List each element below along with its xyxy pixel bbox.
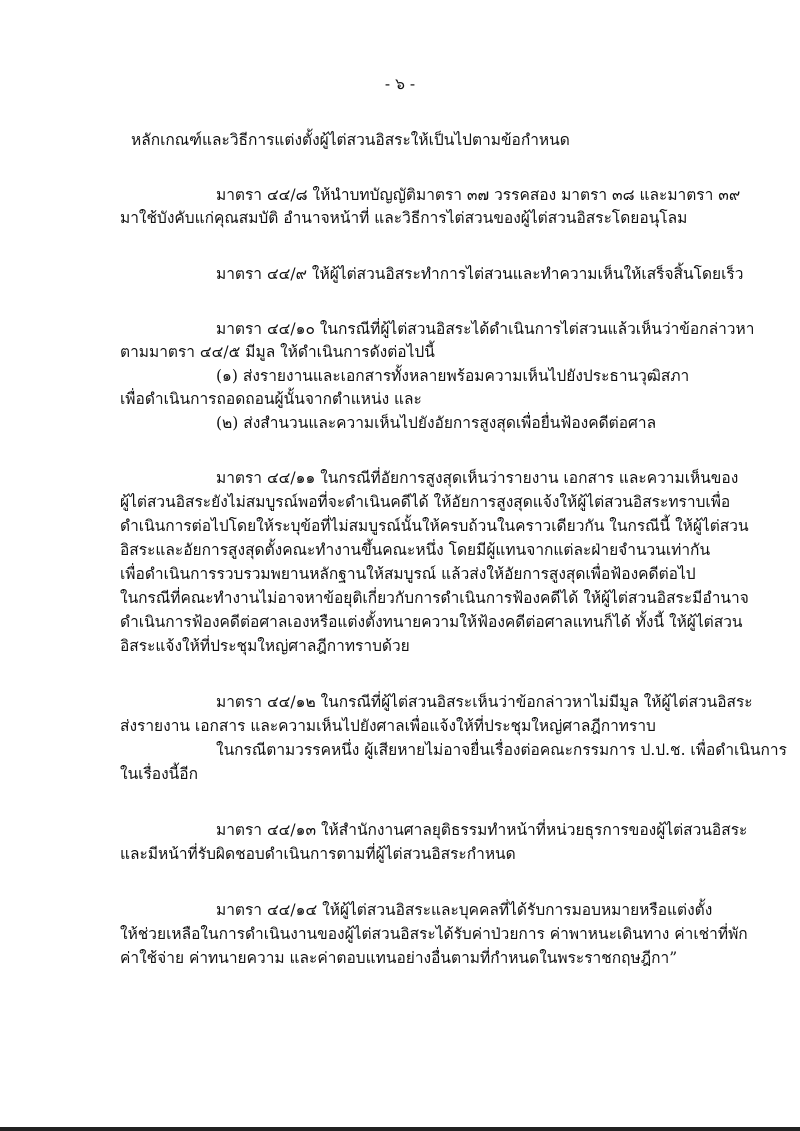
text-line: มาใช้บังคับแก่คุณสมบัติ อำนาจหน้าที่ และวิธีการไต่สวนของผู้ไต่สวนอิสระโดยอนุโลม [120,209,688,227]
section-heading-44-11: มาตรา ๔๔/๑๑ ในกรณีที่อัยการสูงสุดเห็นว่ารายงาน เอกสาร และความเห็นของ [216,469,739,487]
list-item-1: (๑) ส่งรายงานและเอกสารทั้งหลายพร้อมความเห็นไปยังประธานวุฒิสภา [216,367,690,385]
list-item-2: (๒) ส่งสำนวนและความเห็นไปยังอัยการสูงสุดเพื่อยื่นฟ้องคดีต่อศาล [216,414,657,432]
page-number: - ๖ - [384,75,416,93]
text-line: ส่งรายงาน เอกสาร และความเห็นไปยังศาลเพื่อแจ้งให้ที่ประชุมใหญ่ศาลฎีกาทราบ [120,717,656,735]
text-line: ดำเนินการฟ้องคดีต่อศาลเองหรือแต่งตั้งทนายความให้ฟ้องคดีต่อศาลแทนก็ได้ ทั้งนี้ ให้ผู้ไต่สวน [120,613,743,631]
section-heading-44-10: มาตรา ๔๔/๑๐ ในกรณีที่ผู้ไต่สวนอิสระได้ดำเนินการไต่สวนแล้วเห็นว่าข้อกล่าวหา [216,320,755,338]
page-bottom-border [0,1127,800,1131]
text-line: ในกรณีตามวรรคหนึ่ง ผู้เสียหายไม่อาจยื่นเรื่องต่อคณะกรรมการ ป.ป.ช. เพื่อดำเนินการ [216,741,787,759]
section-heading-44-8: มาตรา ๔๔/๘ ให้นำบทบัญญัติมาตรา ๓๗ วรรคสอง มาตรา ๓๘ และมาตรา ๓๙ [216,186,741,204]
section-heading-44-9: มาตรา ๔๔/๙ ให้ผู้ไต่สวนอิสระทำการไต่สวนและทำความเห็นให้เสร็จสิ้นโดยเร็ว [216,265,744,283]
text-line: ดำเนินการต่อไปโดยให้ระบุข้อที่ไม่สมบูรณ์นั้นให้ครบถ้วนในคราวเดียวกัน ในกรณีนี้ ให้ผู้ไต่สวน [120,517,749,535]
text-line: เพื่อดำเนินการถอดถอนผู้นั้นจากตำแหน่ง และ [120,390,422,408]
text-line: อิสระแจ้งให้ที่ประชุมใหญ่ศาลฎีกาทราบด้วย [120,637,410,655]
text-line: เพื่อดำเนินการรวบรวมพยานหลักฐานให้สมบูรณ์ แล้วส่งให้อัยการสูงสุดเพื่อฟ้องคดีต่อไป [120,565,696,583]
text-line: และมีหน้าที่รับผิดชอบดำเนินการตามที่ผู้ไต่สวนอิสระกำหนด [120,845,516,863]
section-heading-44-13: มาตรา ๔๔/๑๓ ให้สำนักงานศาลยุติธรรมทำหน้าที่หน่วยธุรการของผู้ไต่สวนอิสระ [216,821,748,839]
text-line: ค่าใช้จ่าย ค่าทนายความ และค่าตอบแทนอย่างอื่นตามที่กำหนดในพระราชกฤษฎีกา” [120,949,678,967]
section-heading-44-14: มาตรา ๔๔/๑๔ ให้ผู้ไต่สวนอิสระและบุคคลที่ได้รับการมอบหมายหรือแต่งตั้ง [216,901,713,919]
text-line: หลักเกณฑ์และวิธีการแต่งตั้งผู้ไต่สวนอิสระให้เป็นไปตามข้อกำหนด [131,131,570,149]
section-heading-44-12: มาตรา ๔๔/๑๒ ในกรณีที่ผู้ไต่สวนอิสระเห็นว่าข้อกล่าวหาไม่มีมูล ให้ผู้ไต่สวนอิสระ [216,693,753,711]
text-line: ให้ช่วยเหลือในการดำเนินงานของผู้ไต่สวนอิสระได้รับค่าป่วยการ ค่าพาหนะเดินทาง ค่าเช่าที่พัก [120,925,748,943]
text-line: ตามมาตรา ๔๔/๕ มีมูล ให้ดำเนินการดังต่อไปนี้ [120,343,435,361]
text-line: ผู้ไต่สวนอิสระยังไม่สมบูรณ์พอที่จะดำเนินคดีได้ ให้อัยการสูงสุดแจ้งให้ผู้ไต่สวนอิสระทราบเพื่อ [120,493,731,511]
text-line: ในกรณีที่คณะทำงานไม่อาจหาข้อยุติเกี่ยวกับการดำเนินการฟ้องคดีได้ ให้ผู้ไต่สวนอิสระมีอำนาจ [120,589,749,607]
text-line: ในเรื่องนี้อีก [120,765,198,783]
text-line: อิสระและอัยการสูงสุดตั้งคณะทำงานขึ้นคณะหนึ่ง โดยมีผู้แทนจากแต่ละฝ่ายจำนวนเท่ากัน [120,541,711,559]
